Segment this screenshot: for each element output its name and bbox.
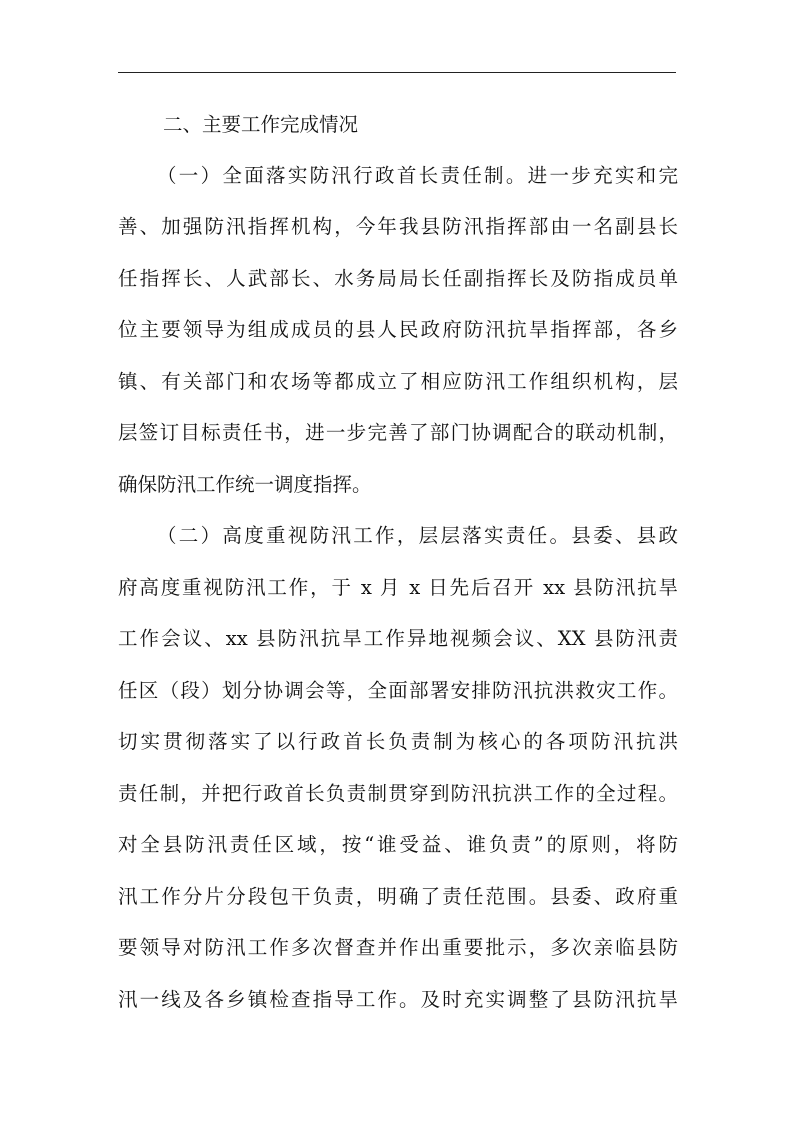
paragraph-line: 镇、有关部门和农场等都成立了相应防汛工作组织机构，层: [118, 370, 678, 393]
paragraph-line: 善、加强防汛指挥机构，今年我县防汛指挥部由一名副县长: [118, 215, 678, 238]
paragraph-line: 位主要领导为组成成员的县人民政府防汛抗旱指挥部，各乡: [118, 318, 678, 341]
paragraph-line: 府高度重视防汛工作，于 x 月 x 日先后召开 xx 县防汛抗旱: [118, 576, 678, 599]
paragraph-line: 切实贯彻落实了以行政首长负责制为核心的各项防汛抗洪: [118, 730, 678, 753]
paragraph-line: （一）全面落实防汛行政首长责任制。进一步充实和完: [157, 164, 678, 187]
paragraph-line: 汛工作分片分段包干负责，明确了责任范围。县委、政府重: [118, 885, 678, 908]
paragraph-line: 责任制，并把行政首长负责制贯穿到防汛抗洪工作的全过程。: [118, 782, 678, 805]
paragraph-line: 任区（段）划分协调会等，全面部署安排防汛抗洪救灾工作。: [118, 679, 678, 702]
paragraph-line: 对全县防汛责任区域，按“谁受益、谁负责”的原则，将防: [118, 833, 678, 856]
paragraph-line: 汛一线及各乡镇检查指导工作。及时充实调整了县防汛抗旱: [118, 988, 678, 1011]
paragraph-line: 层签订目标责任书，进一步完善了部门协调配合的联动机制，: [118, 421, 678, 444]
paragraph-line: 确保防汛工作统一调度指挥。: [118, 473, 372, 496]
header-rule: [118, 72, 676, 73]
paragraph-line: 任指挥长、人武部长、水务局局长任副指挥长及防指成员单: [118, 267, 678, 290]
paragraph-line: 工作会议、xx 县防汛抗旱工作异地视频会议、XX 县防汛责: [118, 627, 678, 650]
paragraph-line: （二）高度重视防汛工作，层层落实责任。县委、县政: [157, 524, 678, 547]
paragraph-line: 要领导对防汛工作多次督查并作出重要批示，多次亲临县防: [118, 936, 678, 959]
section-heading: 二、主要工作完成情况: [163, 113, 359, 136]
